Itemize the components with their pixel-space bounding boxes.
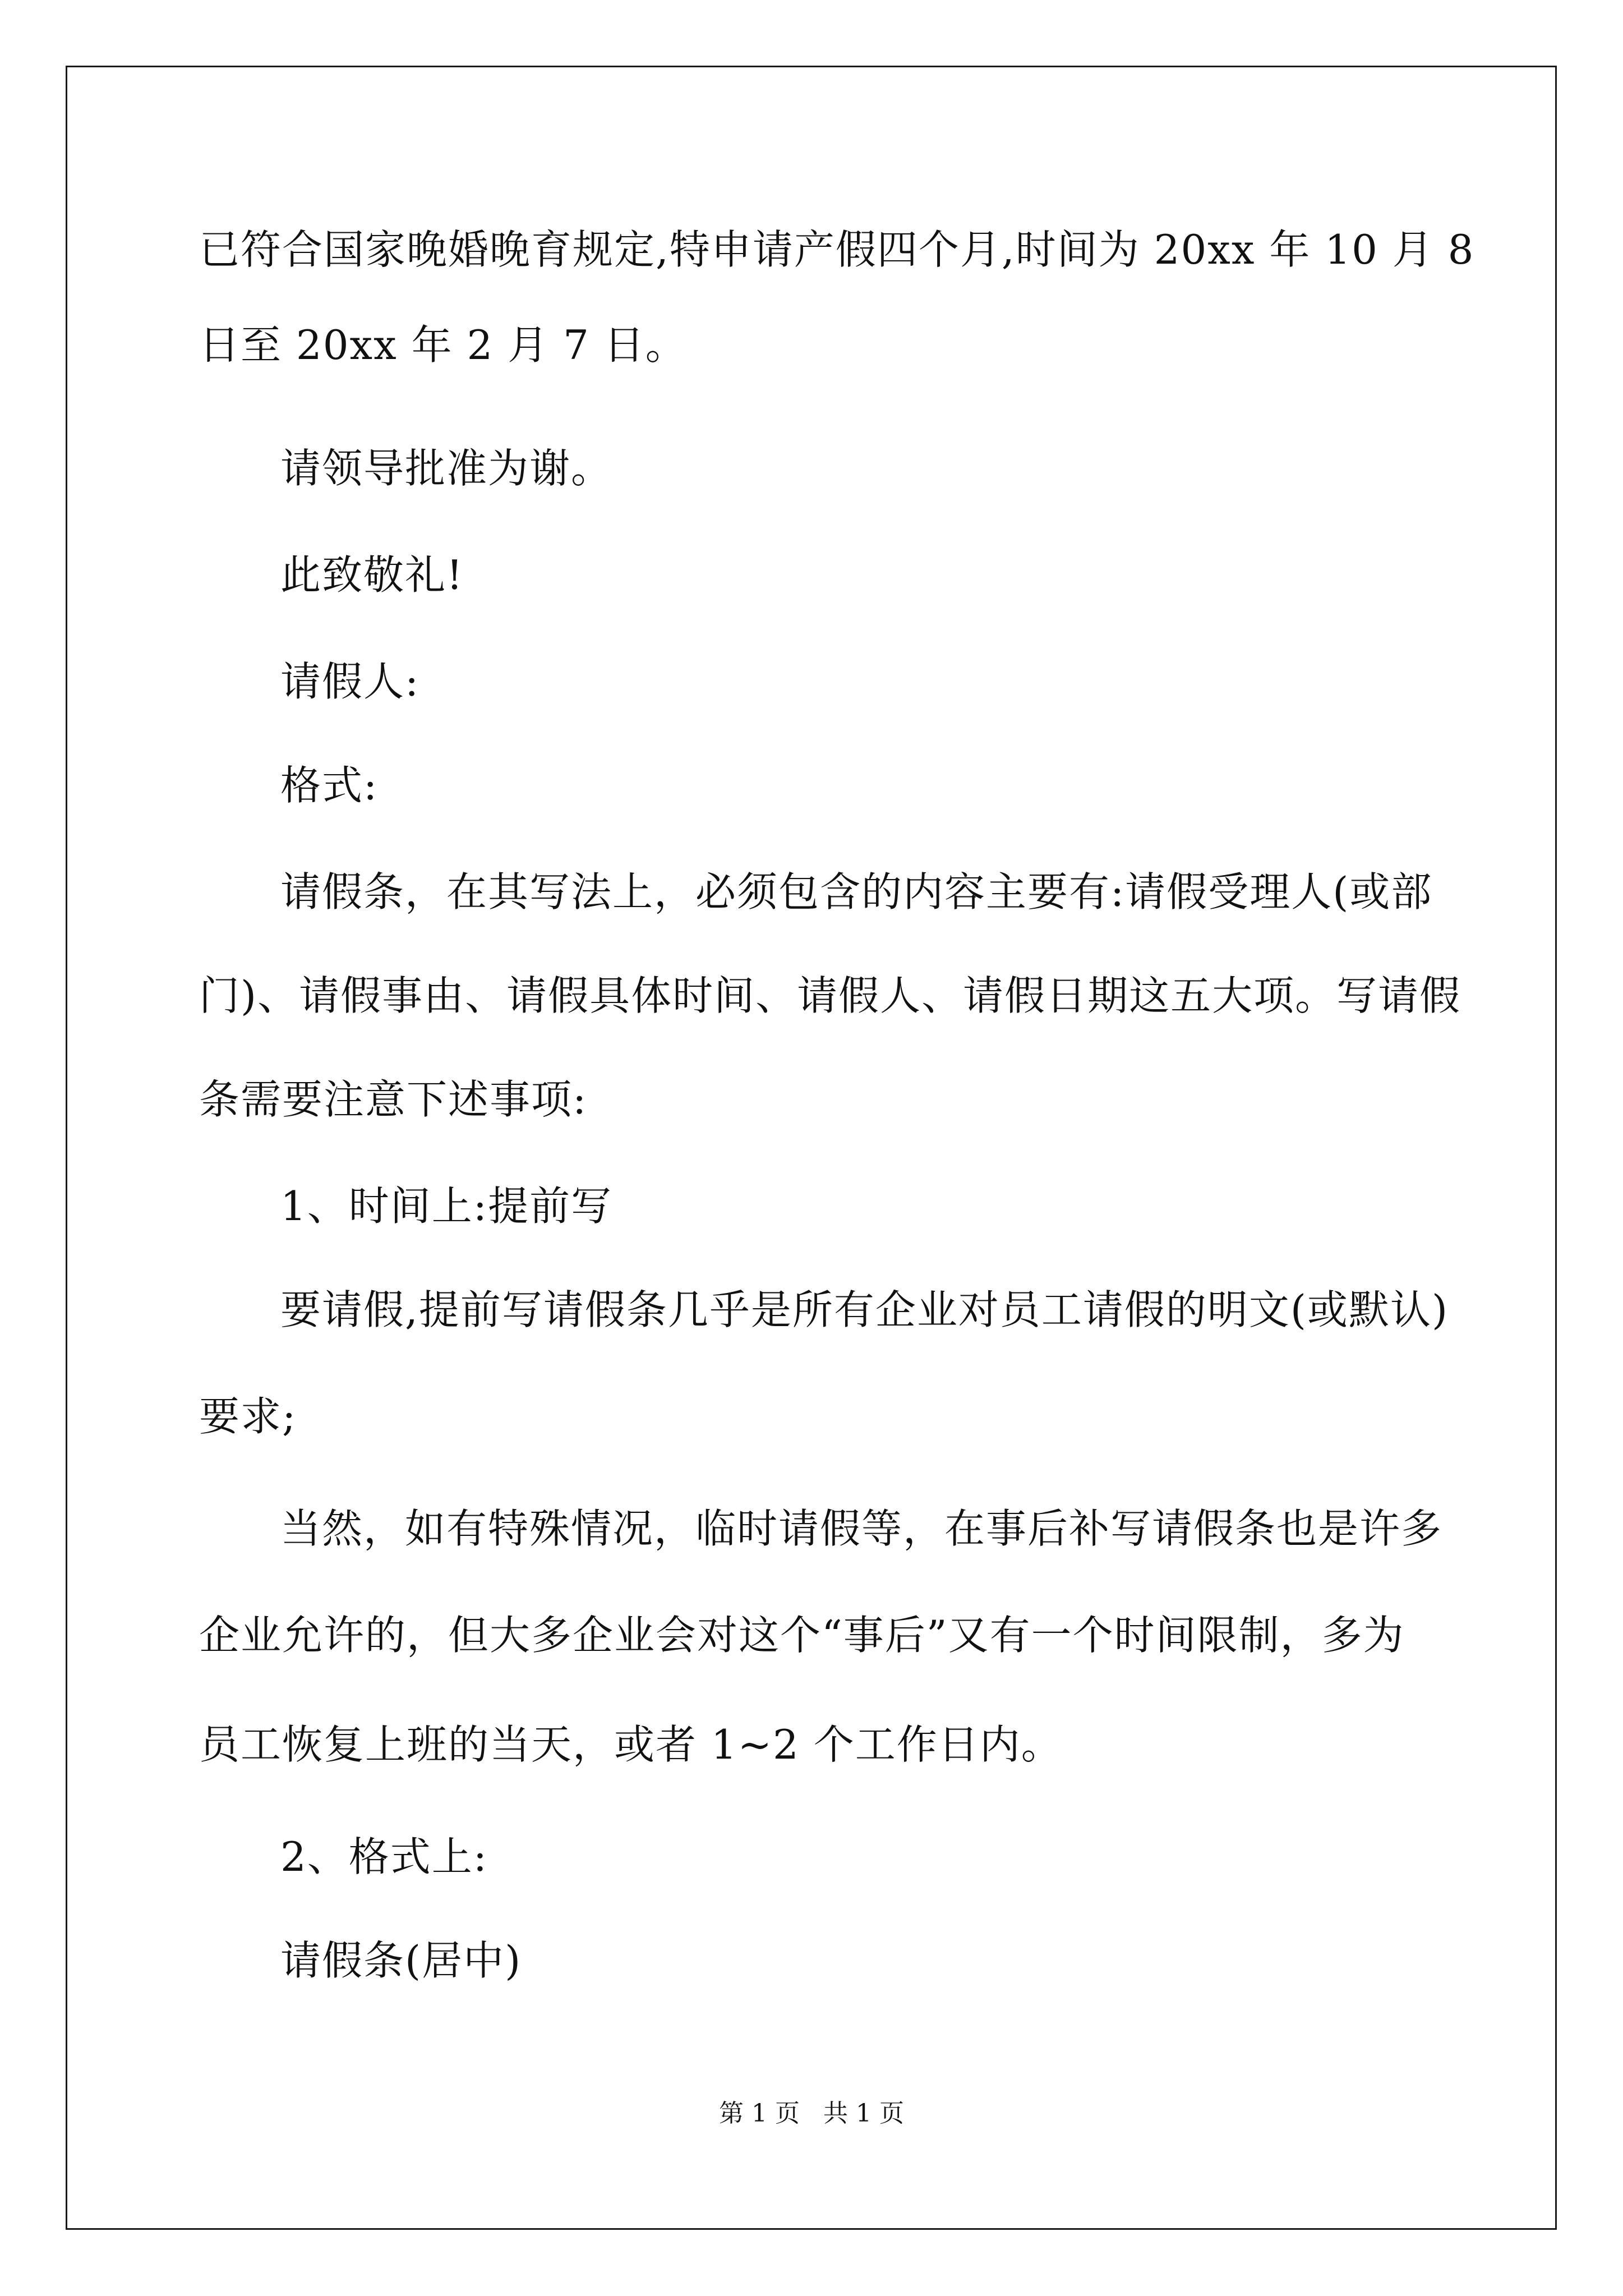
paragraph-line: 日至 20xx 年 2 月 7 日。: [199, 321, 687, 369]
paragraph-line: 门)、请假事由、请假具体时间、请假人、请假日期这五大项。写请假: [199, 972, 1461, 1019]
paragraph-line: 请领导批准为谢。: [280, 445, 613, 492]
paragraph-line: 请假人:: [280, 658, 420, 705]
paragraph-line: 此致敬礼!: [280, 551, 464, 599]
page-number-footer: 第 1 页 共 1 页: [719, 2099, 904, 2128]
paragraph-line: 已符合国家晚婚晚育规定,特申请产假四个月,时间为 20xx 年 10 月 8: [199, 226, 1475, 273]
paragraph-line: 要请假,提前写请假条几乎是所有企业对员工请假的明文(或默认): [280, 1286, 1449, 1333]
paragraph-line: 要求;: [199, 1393, 297, 1440]
paragraph-line: 格式:: [280, 762, 379, 809]
paragraph-line: 请假条(居中): [280, 1937, 522, 1984]
paragraph-line: 1、时间上:提前写: [280, 1182, 613, 1230]
paragraph-line: 当然，如有特殊情况，临时请假等，在事后补写请假条也是许多: [280, 1505, 1443, 1552]
paragraph-line: 2、格式上:: [280, 1833, 488, 1880]
page-border: [66, 66, 1557, 2230]
paragraph-line: 请假条，在其写法上，必须包含的内容主要有:请假受理人(或部: [280, 868, 1433, 915]
paragraph-line: 企业允许的，但大多企业会对这个“事后”又有一个时间限制，多为: [199, 1612, 1405, 1659]
paragraph-line: 员工恢复上班的当天，或者 1~2 个工作日内。: [199, 1721, 1063, 1768]
paragraph-line: 条需要注意下述事项:: [199, 1076, 588, 1123]
